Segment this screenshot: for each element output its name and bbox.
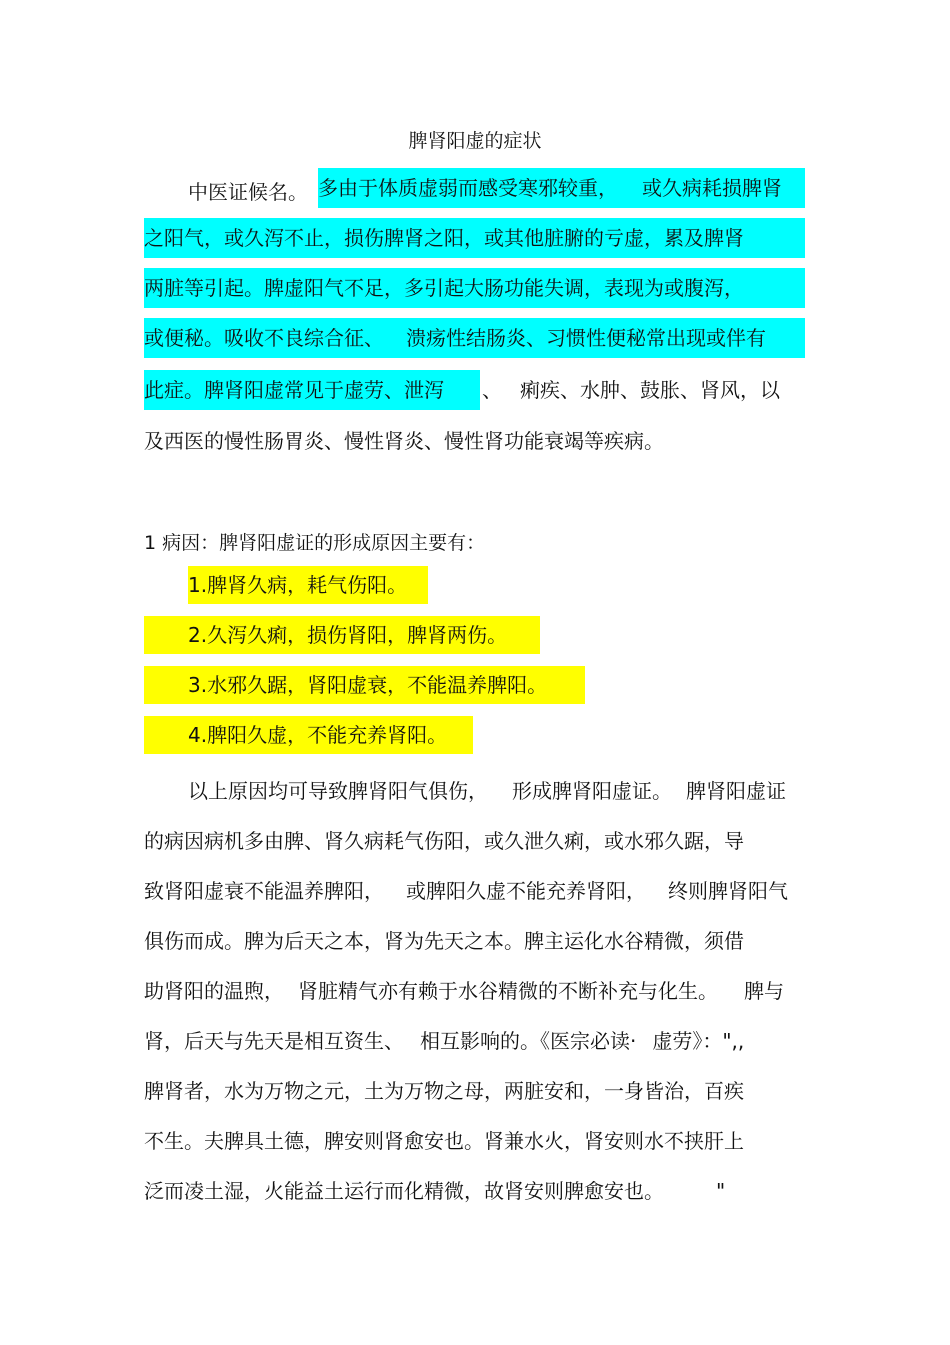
body-line-8 [144,1124,744,1158]
cause-heading [144,526,485,560]
body-line-1-a: 以上原因均可导致脾肾阳气俱伤， [188,779,488,803]
intro-line-5-highlight [144,370,480,410]
intro-line-5-hl: 此症。脾肾阳虚常见于虚劳、泄泻 [144,378,444,402]
body-line-3-b: 或脾阳久虚不能充养肾阳， [406,879,646,903]
body-line-9-a: 泛而凌土湿，火能益土运行而化精微，故肾安则脾愈安也。 [144,1179,664,1203]
body-line-3-c: 终则脾肾阳气 [668,879,788,903]
cause-item-1-text: 1.脾肾久病，耗气伤阳。 [188,573,408,597]
body-line-2-text: 的病因病机多由脾、肾久病耗气伤阳，或久泄久痢，或水邪久踞，导 [144,829,744,853]
body-line-5-a: 助肾阳的温煦， [144,979,284,1003]
body-line-5-b: 肾脏精气亦有赖于水谷精微的不断补充与化生。 [298,979,718,1003]
body-line-2 [144,824,744,858]
intro-line-3-text: 两脏等引起。脾虚阳气不足，多引起大肠功能失调，表现为或腹泻， [144,276,744,300]
page-title: 脾肾阳虚的症状 [408,130,542,152]
body-line-3 [144,874,788,908]
body-line-9 [144,1174,725,1208]
body-line-6-a: 肾，后天与先天是相互资生、 [144,1029,404,1053]
body-line-1-b: 形成脾肾阳虚证。 [512,779,672,803]
body-line-1-c: 脾肾阳虚证 [686,779,786,803]
intro-line-3 [144,268,805,308]
cause-item-1 [188,566,428,604]
body-line-7-text: 脾肾者，水为万物之元，土为万物之母，两脏安和，一身皆治，百疾 [144,1079,744,1103]
intro-line-2-text: 之阳气，或久泻不止，损伤脾肾之阳，或其他脏腑的亏虚，累及脾肾 [144,226,744,250]
intro-line-2 [144,218,805,258]
intro-line-1 [188,172,308,212]
cause-item-4-text: 4.脾阳久虚，不能充养肾阳。 [188,723,448,747]
cause-item-2 [144,616,540,654]
intro-line-4 [144,318,805,358]
intro-line-1-hl-a: 多由于体质虚弱而感受寒邪较重， [318,176,618,200]
body-line-3-a: 致肾阳虚衰不能温养脾阳， [144,879,384,903]
cause-item-3-text: 3.水邪久踞，肾阳虚衰，不能温养脾阳。 [188,673,548,697]
intro-line-1-highlight [318,168,805,208]
body-line-6-c: 虚劳》：",, [652,1029,745,1053]
body-line-4-text: 俱伤而成。脾为后天之本，肾为先天之本。脾主运化水谷精微，须借 [144,929,744,953]
body-line-9-b: " [716,1179,726,1203]
cause-item-4 [144,716,473,754]
intro-line-4-b: 溃疡性结肠炎、习惯性便秘常出现或伴有 [406,326,766,350]
intro-line-1-hl-b: 或久病耗损脾肾 [642,176,782,200]
cause-item-3 [144,666,585,704]
intro-line-1-plain: 中医证候名。 [188,180,308,204]
body-line-5-c: 脾与 [744,979,784,1003]
intro-line-6 [144,424,664,458]
intro-line-5-plain-a: 、 [482,378,502,402]
body-line-5 [144,974,784,1008]
body-line-1 [188,774,786,808]
body-line-8-text: 不生。夫脾具土德，脾安则肾愈安也。肾兼水火，肾安则水不挟肝上 [144,1129,744,1153]
cause-heading-text: 1 病因：脾肾阳虚证的形成原因主要有： [144,532,486,554]
intro-line-5-plain [482,373,780,407]
body-line-6 [144,1024,744,1058]
cause-item-2-text: 2.久泻久痢，损伤肾阳，脾肾两伤。 [188,623,508,647]
intro-line-6-text: 及西医的慢性肠胃炎、慢性肾炎、慢性肾功能衰竭等疾病。 [144,429,664,453]
body-line-4 [144,924,744,958]
body-line-7 [144,1074,744,1108]
intro-line-4-a: 或便秘。吸收不良综合征、 [144,326,384,350]
intro-line-5-plain-b: 痢疾、水肿、鼓胀、肾风，以 [520,378,780,402]
body-line-6-b: 相互影响的。《医宗必读· [420,1029,637,1053]
